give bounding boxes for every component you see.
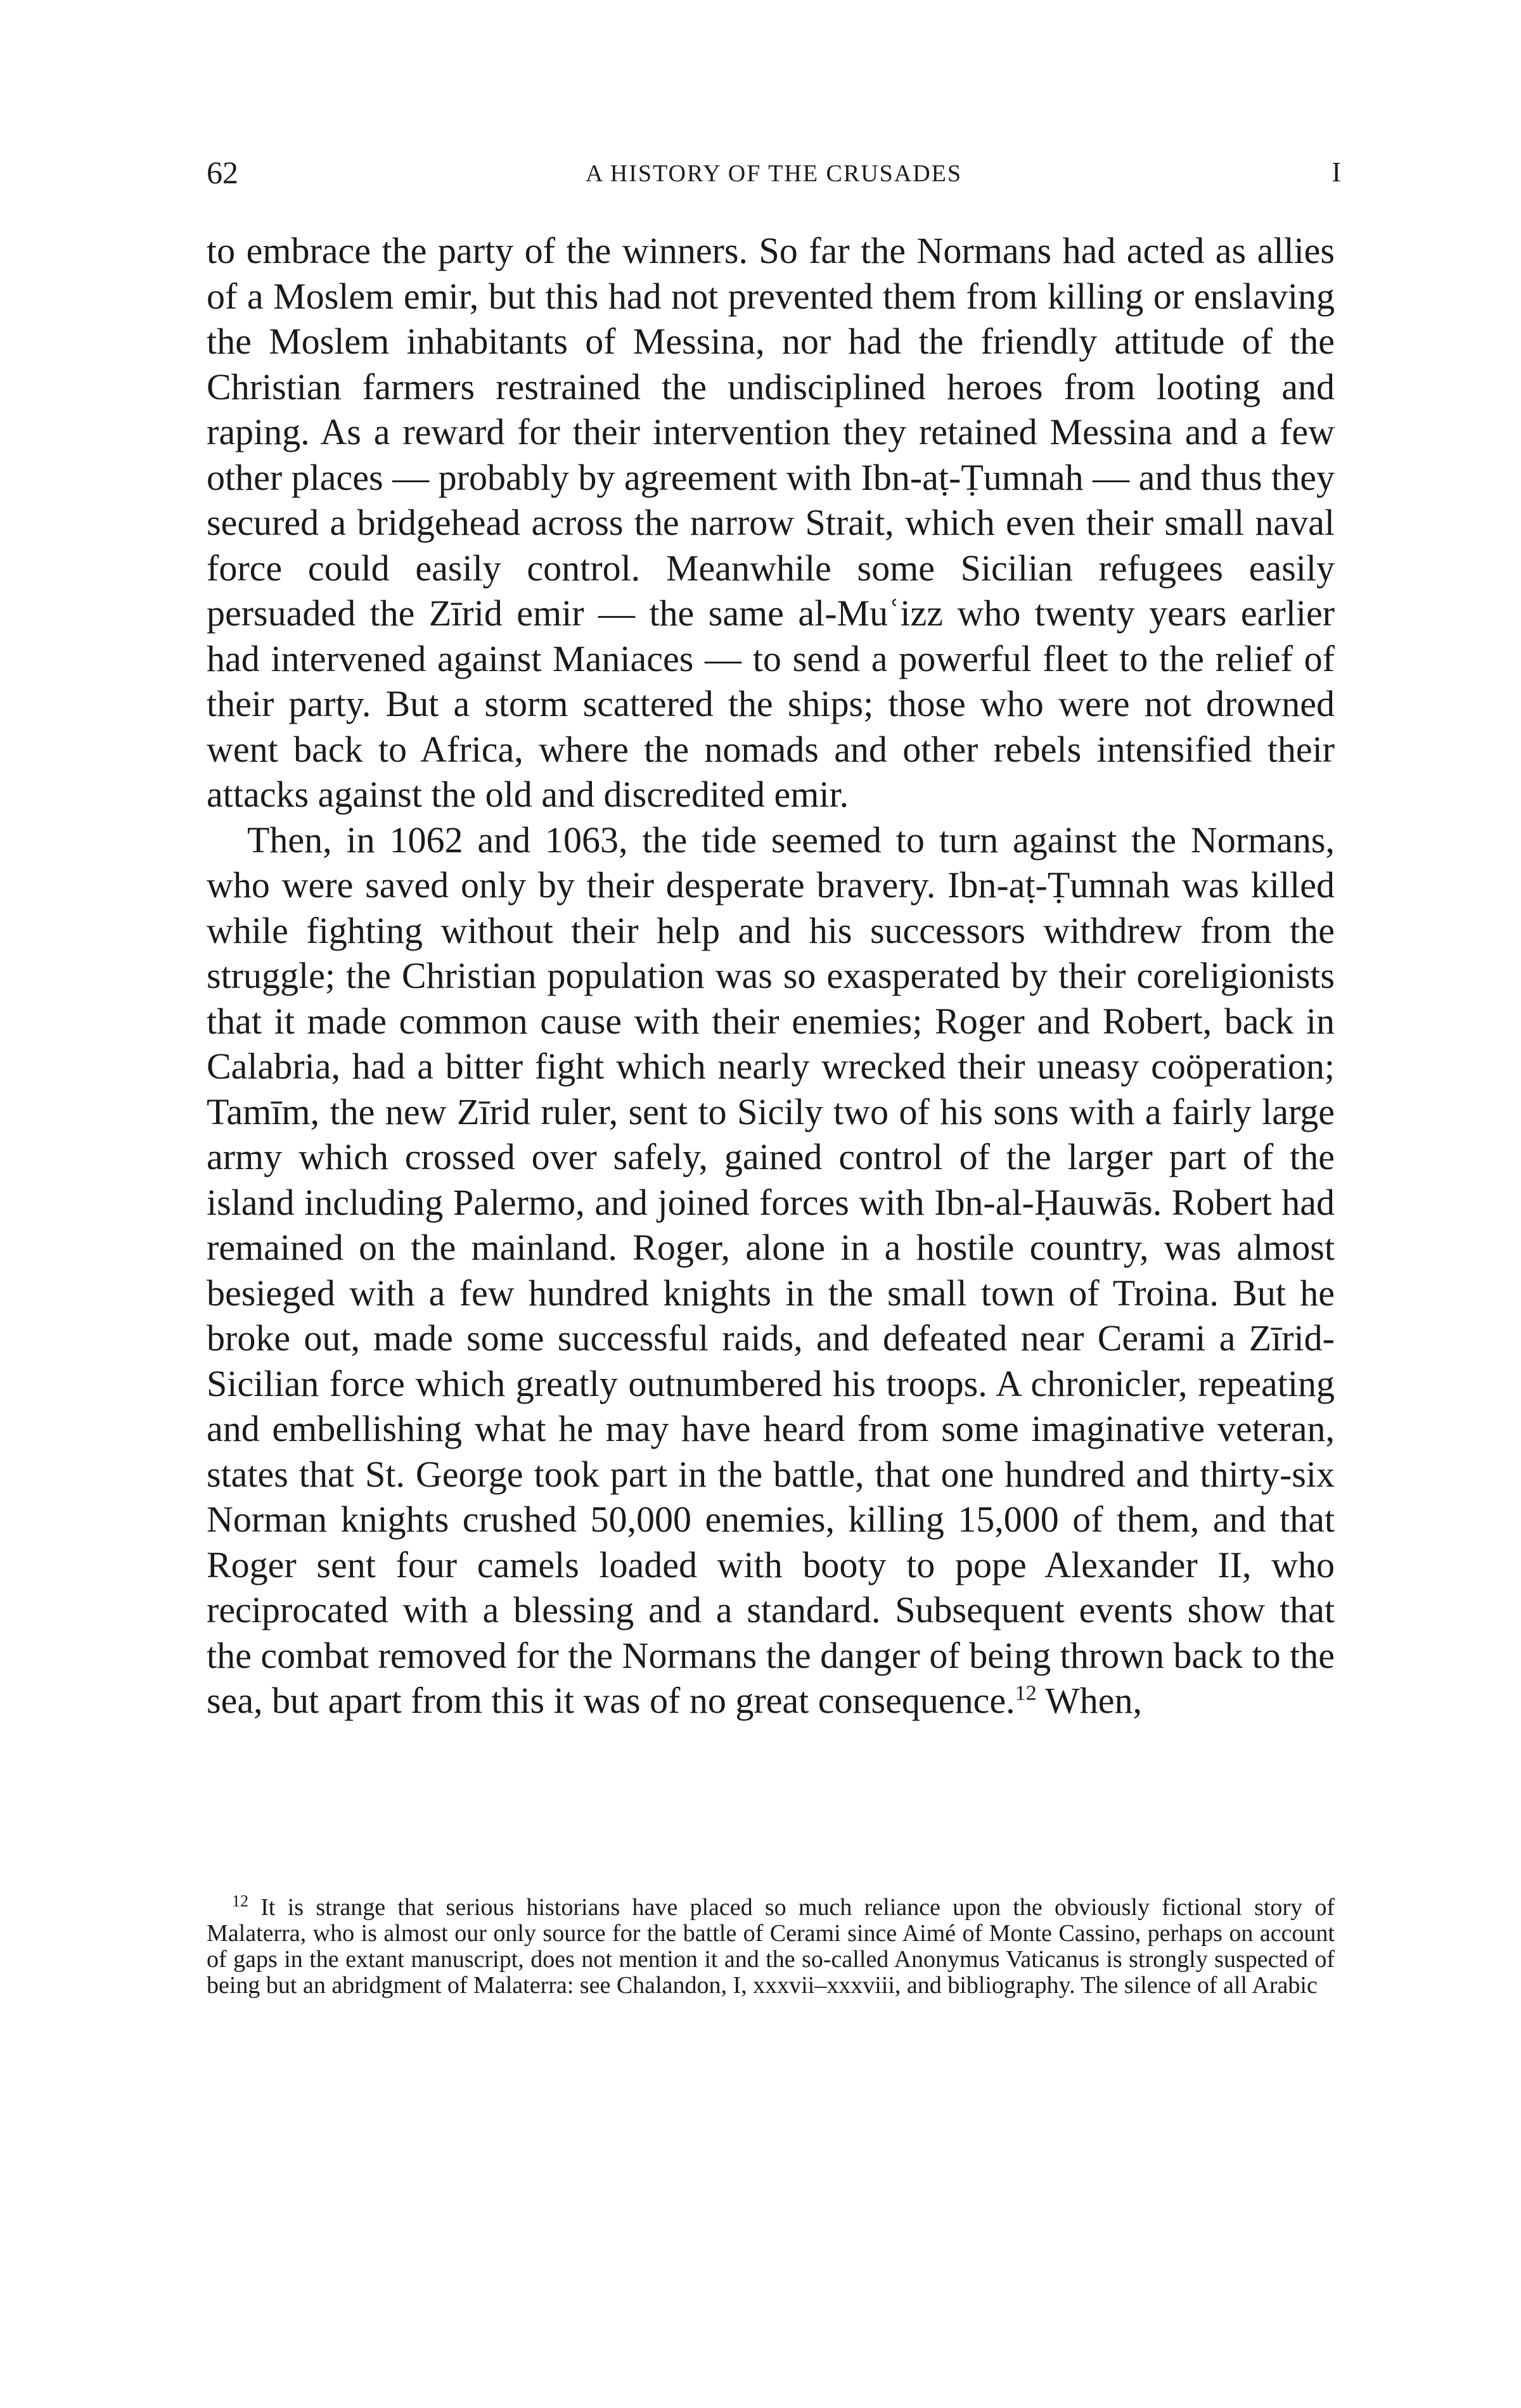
footnote-reference: 12: [1015, 1681, 1037, 1705]
paragraph-2: [207, 817, 1335, 1724]
page-header: [207, 153, 1341, 191]
footnotes: [207, 1892, 1335, 1999]
volume-number: I: [1332, 157, 1341, 188]
footnote-12: [207, 1892, 1335, 1999]
page-number: 62: [207, 155, 238, 190]
paragraph-2-continuation: When,: [1036, 1680, 1143, 1721]
paragraph-1: to embrace the party of the winners. So far the Normans had acted as allies of a Moslem emir, but this had not prevented them from killing or enslaving the Moslem inhabitants of Messina, nor had the friendly attitude of the Christian farmers restrained the undisciplined heroes from looting and raping. As a reward for their intervention they retained Messina and a few other places — probably by agreement with Ibn-aṭ-Ṭumnah — and thus they secured a bridgehead across the narrow Strait, which even their small naval force could easily control. Meanwhile some Sicilian refugees easily persuaded the Zīrid emir — the same al-Muʿizz who twenty years earlier had intervened against Maniaces — to send a powerful fleet to the relief of their party. But a storm scattered the ships; those who were not drowned went back to Africa, where the nomads and other rebels intensified their attacks against the old and discredited emir.: [207, 230, 1335, 815]
footnote-text: It is strange that serious historians have placed so much reliance upon the obviously fictional story of Malaterra, who is almost our only source for the battle of Cerami since Aimé of Monte Cassino, perhaps on account of gaps in the extant manuscript, does not mention it and the so-called Anonymus Vaticanus is strongly suspected of being but an abridgment of Malaterra: see Chalandon, I, xxxvii–xxxviii, and bibliography. The silence of all Arabic: [207, 1894, 1335, 1999]
body-text: [207, 228, 1335, 1724]
footnote-number: 12: [232, 1892, 248, 1911]
running-title: A HISTORY OF THE CRUSADES: [585, 160, 963, 187]
paragraph-2-text: Then, in 1062 and 1063, the tide seemed to turn against the Normans, who were saved only by their desperate bravery. Ibn-aṭ-Ṭumnah was killed while fighting without their help and his successors withdrew from the struggle; the Christian population was so exasperated by their coreligionists that it made common cause with their enemies; Roger and Robert, back in Calabria, had a bitter fight which nearly wrecked their uneasy coöperation; Tamīm, the new Zīrid ruler, sent to Sicily two of his sons with a fairly large army which crossed over safely, gained control of the larger part of the island including Palermo, and joined forces with Ibn-al-Ḥauwās. Robert had remained on the mainland. Roger, alone in a hostile country, was almost besieged with a few hundred knights in the small town of Troina. But he broke out, made some successful raids, and defeated near Cerami a Zīrid-Sicilian force which greatly outnumbered his troops. A chronicler, repeating and embellishing what he may have heard from some imaginative veteran, states that St. George took part in the battle, that one hundred and thirty-six Norman knights crushed 50,000 enemies, killing 15,000 of them, and that Roger sent four camels loaded with booty to pope Alexander II, who reciprocated with a blessing and a standard. Subsequent events show that the combat removed for the Normans the danger of being thrown back to the sea, but apart from this it was of no great consequence.: [207, 819, 1335, 1721]
